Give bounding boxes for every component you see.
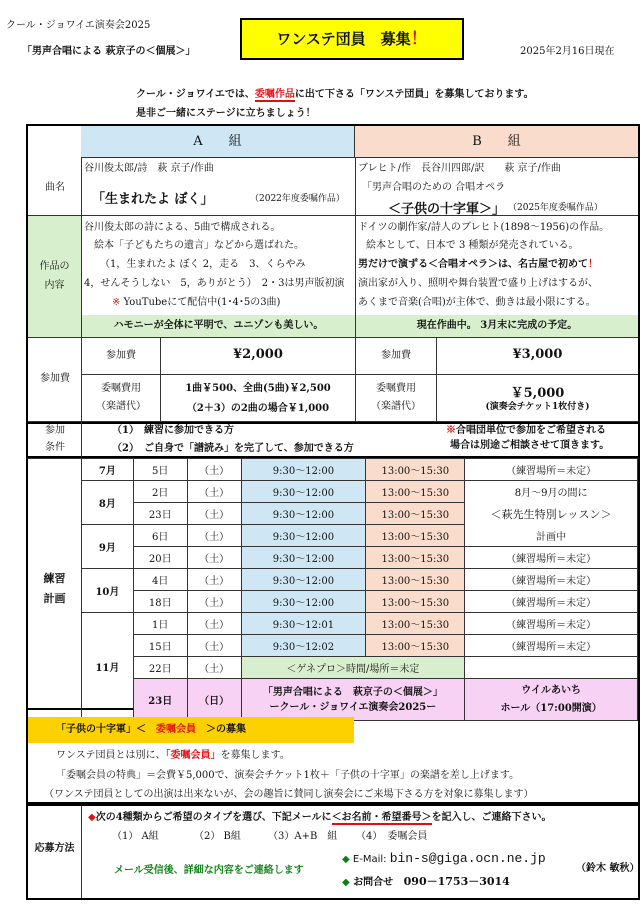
concert-name: クール・ジョワイエ演奏会2025	[6, 20, 151, 31]
a-commission-line-1: 1曲￥500、全曲(5曲)￥2,500	[185, 383, 331, 394]
concert-subtitle-line: ークール・ジョワイエ演奏会2025ー	[269, 701, 437, 713]
fee-label: 参加費	[40, 373, 70, 384]
content-b-line-4: 演出家が入り、照明や舞台装置で盛り上げはするが、	[358, 278, 598, 289]
members-line-3: （ワンステ団員としての出演は出来ないが、会の趣旨に賛同し演奏会にご来場下さる方を対象に募集します）	[44, 789, 534, 800]
content-a-line-2: 絵本「子どもたちの遺言」などから選ばれた。	[94, 240, 304, 251]
apply-option-2: （2） B組	[194, 831, 241, 842]
content-a-line-5: ※ YouTubeにて配信中(1･4･5の3曲)	[112, 297, 281, 308]
group-a-header: A 組	[81, 126, 355, 158]
schedule-label-2: 計画	[43, 592, 66, 605]
b-commission-value: ￥5,000	[510, 386, 565, 401]
intro-line-1: クール・ジョワイエでは、委嘱作品に出て下さる「ワンステ団員」を募集しております。	[136, 89, 534, 100]
conditions-note-2: 場合は別途ご相談させて頂きます。	[450, 440, 610, 451]
content-b-line-3: 男だけで演ずる＜合唱オペラ＞は、名古屋で初めて！	[358, 259, 598, 270]
song-a-title: 「生まれたよ ぼく」	[92, 192, 214, 207]
members-line-1: ワンステ団員とは別に、「委嘱会員」を募集します。	[56, 750, 290, 761]
a-commission-line-2: （2＋3）の2曲の場合￥1,000	[186, 403, 330, 414]
conditions-label-2: 条件	[45, 442, 65, 453]
song-b-title: ＜子供の十字軍＞」	[388, 202, 506, 217]
schedule-row: 7月 5日 （土） 9:30～12:00 13:00～15:30 （練習場所＝未定）	[82, 459, 638, 481]
members-banner: 「子供の十字軍」＜ 委嘱会員 ＞の募集	[28, 717, 354, 743]
content-a-line-3: （1，生まれたよ ぼく 2，走る 3、くらやみ	[100, 259, 306, 270]
b-commission-label: 委嘱費用	[376, 383, 416, 394]
apply-label: 応募方法	[34, 843, 75, 854]
recruit-title-box	[240, 18, 464, 60]
concert-venue: ウイルあいち	[521, 684, 581, 696]
a-fee-label: 参加費	[106, 350, 136, 361]
concert-row: 23日 （日） 「男声合唱による 萩京子の＜個展＞」 ークール・ジョワイエ演奏会2025ー ウイルあいち ホール（17:00開演）	[82, 679, 638, 721]
concert-time: ホール（17:00開演）	[500, 702, 602, 714]
as-of-date: 2025年2月16日現在	[520, 46, 615, 57]
b-commission-sublabel: （楽譜代）	[371, 401, 421, 412]
concert-subtitle: 「男声合唱による 萩京子の＜個展＞」	[22, 46, 196, 57]
content-label-cell: 作品の 内容	[28, 216, 81, 337]
song-b-subtitle: 「男声合唱のための 合唱オペラ	[362, 182, 506, 193]
schedule-row: 8月 2日 （土） 9:30～12:00 13:00～15:30 8月～9月の間に	[82, 481, 638, 503]
schedule-row: 9月 6日 （土） 9:30～12:00 13:00～15:30 計画中	[82, 525, 638, 547]
b-commission-note: (演奏会チケット1枚付き)	[485, 402, 590, 412]
schedule-row: 20日 （土） 9:30～12:00 13:00～15:30 （練習場所＝未定）	[82, 547, 638, 569]
song-b-note: （2025年度委嘱作品）	[508, 203, 603, 213]
practice-schedule-table	[81, 458, 638, 721]
schedule-row: 10月 4日 （土） 9:30～12:00 13:00～15:30 （練習場所＝未定）	[82, 569, 638, 591]
recruit-title: ワンステ団員 募集	[276, 30, 411, 48]
schedule-label-1: 練習	[43, 572, 66, 585]
phone-number[interactable]: 090－1753－3014	[403, 875, 510, 888]
email-row: ◆ E-Mail: bin-s@giga.ocn.ne.jp	[342, 851, 546, 866]
apply-option-4: （4） 委嘱会員	[356, 831, 428, 842]
schedule-row: 15日 （土） 9:30～12:02 13:00～15:30 （練習場所＝未定）	[82, 635, 638, 657]
diamond-icon: ◆	[342, 877, 350, 888]
song-b-credit: ブレヒト/作 長谷川四郎/訳 萩 京子/作曲	[358, 163, 561, 174]
schedule-row: 23日 （土） 9:30～12:00 13:00～15:30 ＜萩先生特別レッスン＞	[82, 503, 638, 525]
a-commission-sublabel: （楽譜代）	[96, 401, 146, 412]
content-b-line-5: あくまで音楽(合唱)が主体で、動きは最小限にする。	[358, 297, 596, 308]
condition-2: （2） ご自身で「譜読み」を完了して、参加できる方	[112, 443, 354, 454]
schedule-row: 11月 1日 （土） 9:30～12:01 13:00～15:30 （練習場所＝未定）	[82, 613, 638, 635]
exclamation-mark: ！	[410, 29, 428, 49]
b-fee-label: 参加費	[381, 350, 411, 361]
song-a-credit: 谷川俊太郎/詩 萩 京子/作曲	[84, 163, 214, 174]
b-fee-value: ¥3,000	[512, 347, 563, 362]
email-link[interactable]: bin-s@giga.ocn.ne.jp	[389, 851, 546, 866]
phone-row: ◆ お問合せ 090－1753－3014	[342, 875, 510, 888]
a-fee-value: ¥2,000	[233, 347, 283, 362]
content-b-summary: 現在作曲中。 3月末に完成の予定。	[356, 315, 638, 337]
schedule-row: 18日 （土） 9:30～12:00 13:00～15:30 （練習場所＝未定）	[82, 591, 638, 613]
contact-person: （鈴木 敏秋）	[576, 863, 640, 874]
group-b-header: B 組	[355, 126, 638, 158]
content-a-line-1: 谷川俊太郎の詩による、5曲で構成される。	[84, 222, 281, 233]
content-a-summary: ハモニーが全体に平明で、ユニゾンも美しい。	[82, 315, 355, 337]
song-a-note: （2022年度委嘱作品）	[250, 194, 345, 204]
schedule-row: 22日 （土） ＜ゲネプロ＞時間/場所＝未定	[82, 657, 638, 679]
content-a-line-4: 4，せんそうしない 5，ありがとう） 2・3は男声版初演	[84, 278, 345, 289]
intro-line-2: 是非ご一緒にステージに立ちましょう！	[136, 108, 316, 119]
song-label: 曲名	[45, 182, 65, 193]
diamond-icon: ◆	[342, 854, 350, 865]
apply-instructions: ◆次の4種類からご希望のタイプを選び、下記メールに＜お名前・希望番号＞を記入し、ご連絡下さい。	[88, 812, 552, 823]
apply-option-3: （3）A+B 組	[268, 831, 338, 842]
a-commission-label: 委嘱費用	[101, 383, 141, 394]
condition-1: （1） 練習に参加できる方	[112, 425, 234, 436]
content-b-line-2: 絵本として、日本で 3 種類が発売されている。	[366, 240, 579, 251]
content-b-line-1: ドイツの劇作家/詩人のブレヒト(1898～1956)の作品。	[358, 222, 610, 233]
concert-title: 「男声合唱による 萩京子の＜個展＞」	[262, 686, 443, 698]
apply-option-1: （1） A組	[112, 831, 159, 842]
members-line-2: 「委嘱会員の特典」＝会費￥5,000で、演奏会チケット1枚＋「子供の十字軍」の楽譜を差し上げます。	[56, 770, 520, 781]
conditions-label-1: 参加	[45, 425, 65, 436]
commission-highlight: 委嘱作品	[254, 89, 295, 100]
apply-note: メール受信後、詳細な内容をご連絡します	[114, 865, 304, 876]
conditions-note-1: ※合唱団単位で参加をご希望される	[446, 425, 606, 436]
